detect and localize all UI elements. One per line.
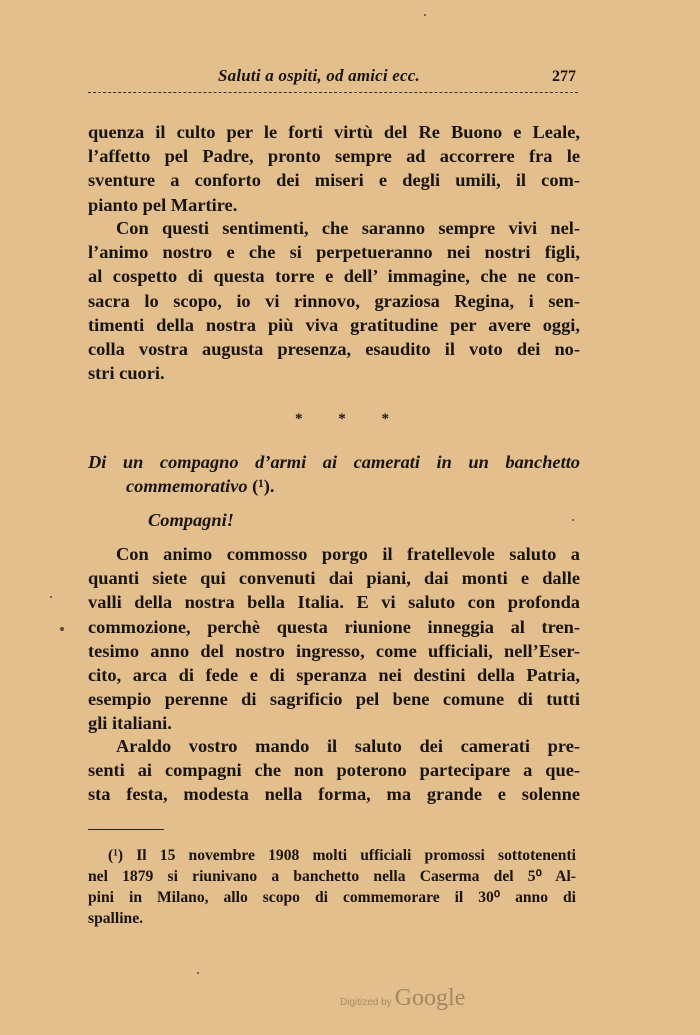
- section-title-line-1: Di un compagno d’armi ai camerati in un banchetto: [88, 452, 580, 472]
- text-line: timenti della nostra più viva gratitudine per avere oggi,: [88, 314, 580, 335]
- text-line: l’animo nostro e che si perpetueranno nei nostri figli,: [88, 242, 580, 263]
- footnote-rule: [88, 829, 164, 830]
- scan-speck: [197, 972, 199, 974]
- paragraph-2: [88, 216, 580, 385]
- scan-speck: [572, 519, 574, 521]
- page-header: [88, 64, 578, 94]
- running-title: Saluti a ospiti, od amici ecc.: [218, 66, 420, 85]
- salutation: Compagni!: [148, 510, 234, 530]
- scan-speck: [60, 627, 64, 631]
- text-line: pianto pel Martire.: [88, 194, 238, 215]
- text-line: colla vostra augusta presenza, esaudito il voto dei no-: [88, 339, 580, 360]
- text-line: quenza il culto per le forti virtù del Re Buono e Leale,: [88, 122, 580, 142]
- text-line: sta festa, modesta nella forma, ma grande e solenne: [88, 784, 580, 805]
- text-line: commozione, perchè questa riunione inneggia al tren-: [88, 616, 580, 637]
- header-rule: [88, 92, 578, 93]
- footnote-line: nel 1879 si riunivano a banchetto nella Caserma del 5⁰ Al-: [88, 868, 576, 885]
- text-line: gli italiani.: [88, 713, 172, 734]
- text-line: tesimo anno del nostro ingresso, come ufficiali, nell’Eser-: [88, 640, 580, 661]
- paragraph-3: [88, 542, 580, 736]
- page-number: 277: [552, 68, 576, 85]
- paragraph-4: [88, 734, 580, 807]
- text-line: Araldo vostro mando il saluto dei camerati pre-: [116, 736, 580, 756]
- scan-speck: [424, 14, 426, 16]
- text-line: stri cuori.: [88, 363, 165, 384]
- text-line: valli della nostra bella Italia. E vi saluto con profonda: [88, 592, 580, 613]
- watermark-prefix: Digitized by: [340, 997, 392, 1008]
- section-separator: * * *: [295, 411, 405, 427]
- text-line: Con animo commosso porgo il fratellevole saluto a: [116, 544, 580, 564]
- section-title-text: commemorativo: [126, 476, 248, 496]
- footnote-line: spalline.: [88, 910, 144, 927]
- paragraph-1: [88, 120, 580, 217]
- google-logo: Google: [394, 985, 466, 1011]
- footnote-line: (¹) Il 15 novembre 1908 molti ufficiali promossi sottotenenti: [108, 847, 576, 864]
- text-line: cito, arca di fede e di speranza nei destini della Patria,: [88, 665, 580, 686]
- text-line: esempio perenne di sagrificio pel bene comune di tutti: [88, 689, 580, 710]
- text-line: quanti siete qui convenuti dai piani, dai monti e dalle: [88, 568, 580, 589]
- section-title-line-2: [88, 474, 580, 498]
- scan-speck: [50, 596, 52, 598]
- text-line: l’affetto pel Padre, pronto sempre ad accorrere fra le: [88, 146, 580, 167]
- text-line: al cospetto di questa torre e dell’ immagine, che ne con-: [88, 266, 580, 287]
- section-title: [88, 450, 580, 498]
- text-line: sventure a conforto dei miseri e degli umili, il com-: [88, 170, 580, 191]
- text-line: sacra lo scopo, io vi rinnovo, graziosa Regina, i sen-: [88, 290, 580, 311]
- digitized-by-google-watermark: [340, 985, 465, 1012]
- footnote: [88, 845, 576, 929]
- text-line: senti ai compagni che non poterono partecipare a que-: [88, 760, 580, 781]
- footnote-line: pini in Milano, allo scopo di commemorare il 30⁰ anno di: [88, 889, 576, 906]
- text-line: Con questi sentimenti, che saranno sempre vivi nel-: [116, 218, 580, 238]
- footnote-reference: (¹).: [252, 476, 275, 496]
